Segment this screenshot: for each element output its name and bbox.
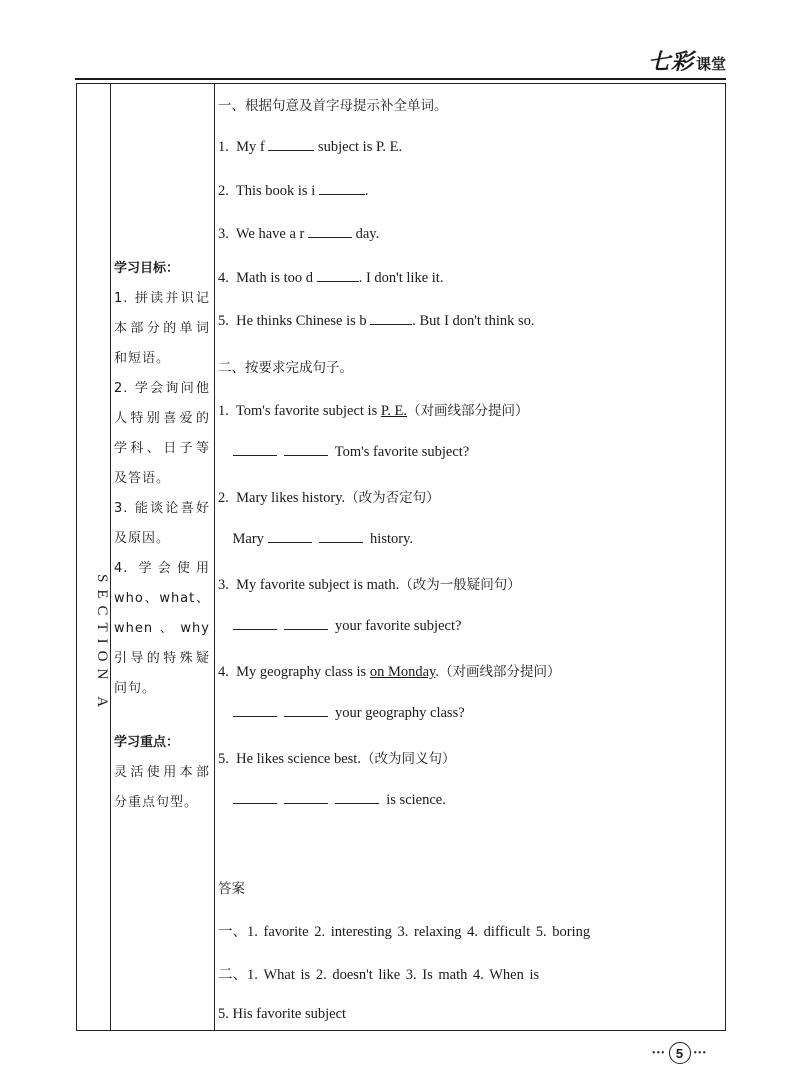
page-number: [652, 1042, 707, 1064]
part2-q1: 1. Tom's favorite subject is P. E.（对画线部分提问）: [218, 403, 529, 419]
section-column: [77, 84, 111, 1030]
answer-blank[interactable]: [284, 704, 328, 717]
answer-blank[interactable]: [370, 312, 412, 325]
answer-blank[interactable]: [319, 182, 365, 195]
header-rule: [75, 78, 726, 80]
answer-blank[interactable]: [284, 791, 328, 804]
part1-q1: 1. My f subject is P. E.: [218, 139, 403, 155]
part2-q5-answer: is science.: [218, 791, 446, 809]
key-points-heading: 学习重点：: [114, 735, 180, 750]
answer-blank[interactable]: [317, 269, 359, 282]
goal-item: 2. 学会询问他人特别喜爱的学科、日子等及答语。: [114, 381, 210, 486]
part2-q3-answer: your favorite subject?: [218, 617, 461, 635]
underlined-part: on Monday: [369, 664, 436, 680]
part1-heading: 一、根据句意及首字母提示补全单词。: [218, 98, 448, 114]
answers-part1: 一、1. favorite 2. interesting 3. relaxing 4. difficult 5. boring: [218, 924, 591, 940]
part1-q5: 5. He thinks Chinese is b . But I don't think so.: [218, 313, 535, 329]
section-label: SECTION A: [94, 574, 110, 715]
goal-item: 4. 学会使用 who、what、when、why 引导的特殊疑问句。: [114, 561, 210, 696]
part2-heading: 二、按要求完成句子。: [218, 360, 353, 376]
answer-blank[interactable]: [233, 443, 277, 456]
answer-blank[interactable]: [233, 704, 277, 717]
answer-blank[interactable]: [308, 225, 352, 238]
part1-q2: 2. This book is i .: [218, 183, 369, 199]
answers-part2: 二、1. What is 2. doesn't like 3. Is math 4. When is: [218, 967, 540, 983]
answer-blank[interactable]: [284, 443, 328, 456]
answers-part2-cont: 5. His favorite subject: [218, 1006, 347, 1022]
brand-logo: [648, 50, 726, 76]
part2-q3: 3. My favorite subject is math.（改为一般疑问句）: [218, 577, 521, 593]
answer-blank[interactable]: [319, 530, 363, 543]
goals-column: [110, 84, 215, 1030]
part2-q4-answer: your geography class?: [218, 704, 465, 722]
key-points-text: 灵活使用本部分重点句型。: [114, 765, 210, 810]
brand-logo-mark: 七彩: [647, 49, 694, 74]
learning-goals: [114, 254, 210, 818]
answers-heading: 答案: [218, 881, 245, 897]
part2-q2-answer: Mary history.: [232, 531, 414, 547]
part2-q2: 2. Mary likes history.（改为否定句）: [218, 490, 440, 506]
goal-item: 3. 能谈论喜好及原因。: [114, 501, 210, 546]
page-dots-left: •••: [652, 1047, 666, 1059]
answer-blank[interactable]: [268, 530, 312, 543]
answer-blank[interactable]: [284, 617, 328, 630]
worksheet-table: [76, 83, 726, 1031]
page-dots-right: •••: [693, 1047, 708, 1059]
underlined-part: P. E.: [380, 403, 408, 419]
answer-blank[interactable]: [335, 791, 379, 804]
goal-item: 1. 拼读并识记本部分的单词和短语。: [114, 291, 210, 366]
answer-blank[interactable]: [233, 791, 277, 804]
part2-q4: 4. My geography class is on Monday.（对画线部分提问）: [218, 664, 561, 680]
part1-q4: 4. Math is too d . I don't like it.: [218, 270, 444, 286]
part2-q5: 5. He likes science best.（改为同义句）: [218, 751, 456, 767]
page-number-circle: 5: [669, 1042, 691, 1064]
part1-q3: 3. We have a r day.: [218, 226, 380, 242]
part2-q1-answer: Tom's favorite subject?: [218, 443, 469, 461]
brand-title: 课堂: [695, 55, 726, 73]
goals-heading: 学习目标：: [114, 261, 180, 276]
answer-blank[interactable]: [233, 617, 277, 630]
exercise-column: [214, 84, 725, 1030]
answer-blank[interactable]: [268, 138, 314, 151]
